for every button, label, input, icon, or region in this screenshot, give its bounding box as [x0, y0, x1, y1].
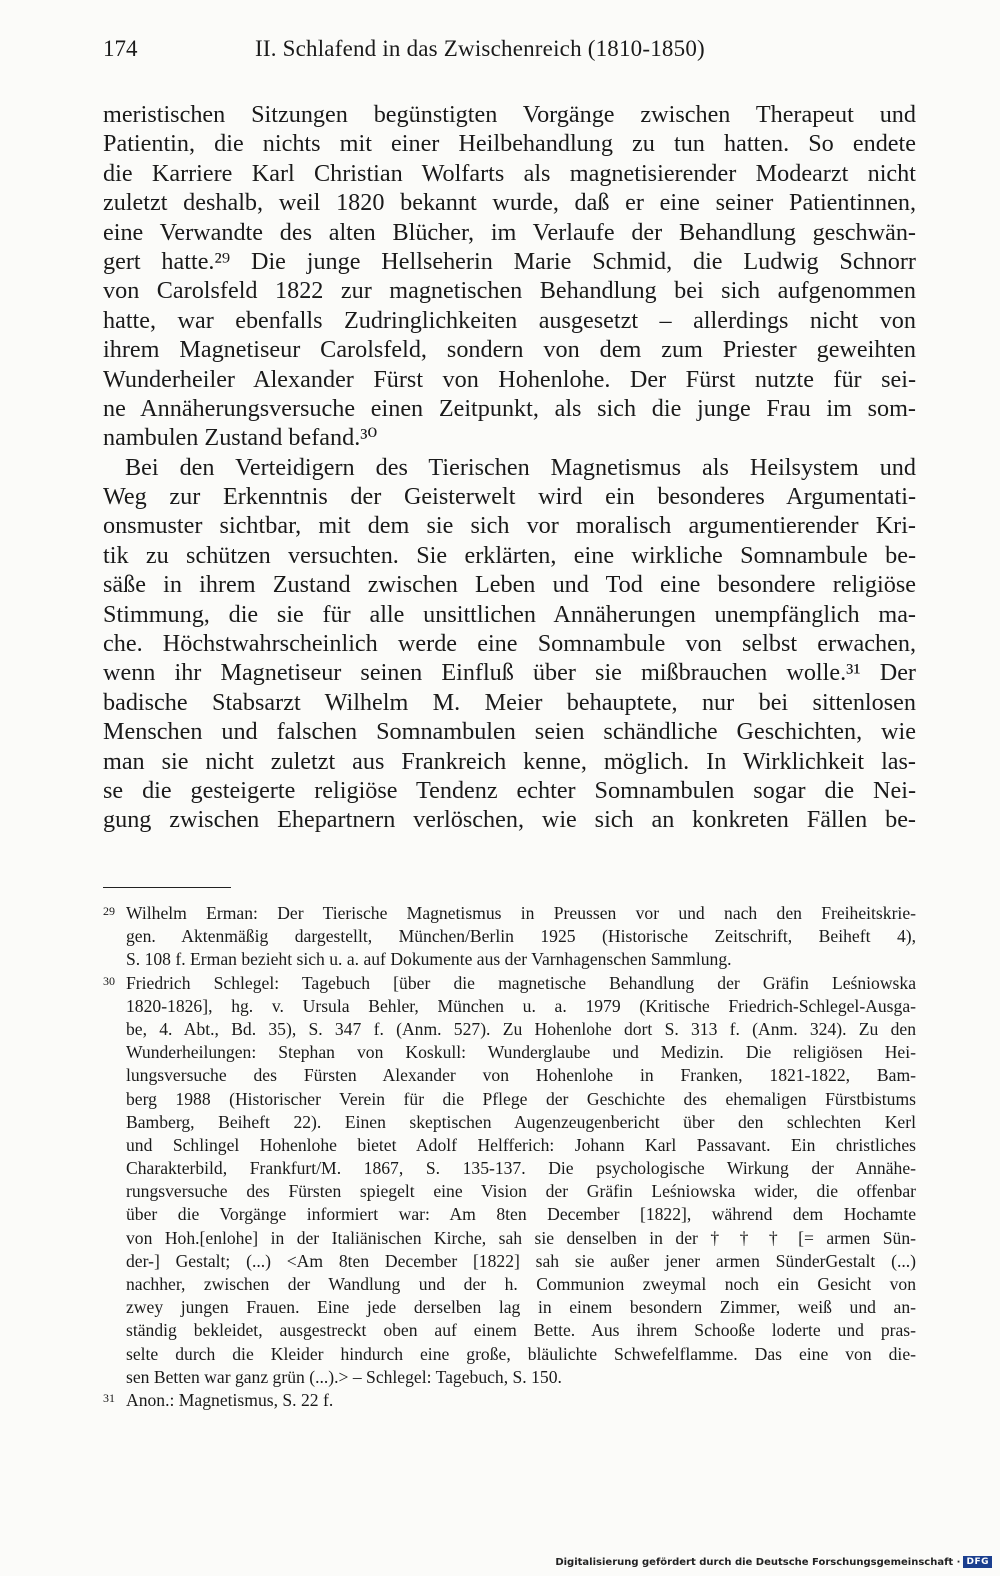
text-line: nambulen Zustand befand.³⁰ — [103, 424, 378, 452]
footnote-line — [103, 1180, 916, 1203]
digitization-credit — [555, 1556, 992, 1568]
footnote-line — [103, 1343, 916, 1366]
footnote-line — [103, 1296, 916, 1319]
text-line: man sie nicht zuletzt aus Frankreich kenne, möglich. In Wirklichkeit las- — [103, 747, 916, 775]
footnote-number: 31 — [103, 1390, 115, 1405]
text-line: hatte, war ebenfalls Zudringlichkeiten ausgesetzt – allerdings nicht von — [103, 306, 916, 334]
footnote-text: Anon.: Magnetismus, S. 22 f. — [126, 1389, 334, 1410]
footnote-line — [103, 1366, 916, 1389]
footnote-line — [103, 1111, 916, 1134]
text-line: Bei den Verteidigern des Tierischen Magnetismus als Heilsystem und — [125, 453, 916, 481]
footnote-text: nachher, zwischen der Wandlung und der h. Communion zweymal noch ein Gesicht von — [126, 1274, 916, 1294]
footnote-line — [103, 902, 916, 925]
text-line: che. Höchstwahrscheinlich werde eine Somnambule von selbst erwachen, — [103, 630, 916, 658]
text-line: die Karriere Karl Christian Wolfarts als magnetisierender Modearzt nicht — [103, 159, 916, 187]
body-text — [103, 100, 916, 835]
footnote-text: 1820-1826], hg. v. Ursula Behler, München u. a. 1979 (Kritische Friedrich-Schlegel-Ausga- — [126, 995, 916, 1016]
text-line: von Carolsfeld 1822 zur magnetischen Behandlung bei sich aufgenommen — [103, 277, 916, 305]
footnote-text: Friedrich Schlegel: Tagebuch [über die magnetische Behandlung der Gräfin Leśniowska — [126, 972, 916, 993]
dfg-logo: DFG — [963, 1556, 992, 1568]
footnotes — [103, 902, 916, 1412]
text-line: gung zwischen Ehepartnern verlöschen, wie sich an konkreten Fällen be- — [103, 806, 916, 834]
footnote-text: über die Vorgänge informiert war: Am 8ten December [1822], während dem Hochamte — [126, 1204, 916, 1225]
credit-text: Digitalisierung gefördert durch die Deutsche Forschungsgemeinschaft · — [555, 1556, 961, 1568]
footnote-line — [103, 1227, 916, 1250]
footnote-line — [103, 1018, 916, 1041]
text-line: onsmuster sichtbar, mit dem sie sich vor moralisch argumentierender Kri- — [103, 512, 916, 540]
text-line: gert hatte.²⁹ Die junge Hellseherin Marie Schmid, die Ludwig Schnorr — [103, 247, 916, 275]
footnote-line — [103, 1157, 916, 1180]
footnote-text: selte durch die Kleider hindurch eine große, bläulichte Schwefelflamme. Das eine von die- — [126, 1343, 916, 1364]
text-line: tik zu schützen versuchten. Sie erklärten, eine wirkliche Somnambule be- — [103, 541, 916, 569]
text-line: eine Verwandte des alten Blücher, im Verlaufe der Behandlung geschwän- — [103, 218, 916, 246]
footnote-line — [103, 972, 916, 995]
footnote-text: Charakterbild, Frankfurt/M. 1867, S. 135-137. Die psychologische Wirkung der Annähe- — [126, 1158, 916, 1179]
footnote-text: ständig bekleidet, ausgestreckt oben auf einem Bette. Aus ihrem Schooße loderte und pras- — [126, 1320, 916, 1341]
footnote-line — [103, 1041, 916, 1064]
text-line: badische Stabsarzt Wilhelm M. Meier behauptete, nur bei sittenlosen — [103, 688, 916, 716]
footnote-text: der-] Gestalt; (...) <Am 8ten December [1822] sah sie außer jener armen SünderGestalt (...) — [126, 1250, 916, 1271]
footnote-line — [103, 1319, 916, 1342]
text-line: ne Annäherungsversuche einen Zeitpunkt, als sich die junge Frau im som- — [103, 394, 916, 422]
footnote-separator — [103, 887, 231, 888]
footnote-line — [103, 1134, 916, 1157]
footnote-text: berg 1988 (Historischer Verein für die Pflege der Geschichte des ehemaligen Fürstbistums — [126, 1088, 916, 1109]
text-line: Patientin, die nichts mit einer Heilbehandlung zu tun hatten. So endete — [103, 130, 916, 158]
footnote-line — [103, 1064, 916, 1087]
footnote-line — [103, 1389, 916, 1412]
footnote-line — [103, 1250, 916, 1273]
footnote-number: 30 — [103, 973, 115, 988]
running-title: II. Schlafend in das Zwischenreich (1810-1850) — [255, 36, 705, 61]
footnote-text: S. 108 f. Erman bezieht sich u. a. auf Dokumente aus der Varnhagenschen Sammlung. — [126, 949, 732, 970]
footnote-text: zwey jungen Frauen. Eine jede derselben lag in einem besondern Zimmer, weiß und an- — [126, 1297, 916, 1318]
text-line: Stimmung, die sie für alle unsittlichen Annäherungen unempfänglich ma- — [103, 600, 916, 628]
footnote-line — [103, 1273, 916, 1296]
text-line: se die gesteigerte religiöse Tendenz echter Somnambulen sogar die Nei- — [103, 776, 916, 804]
footnote-text: lungsversuche des Fürsten Alexander von Hohenlohe in Franken, 1821-1822, Bam- — [126, 1065, 916, 1086]
text-line: Weg zur Erkenntnis der Geisterwelt wird ein besonderes Argumentati- — [103, 483, 916, 511]
footnote-line — [103, 925, 916, 948]
footnote-line — [103, 948, 916, 971]
footnote-number: 29 — [103, 904, 115, 918]
text-line: wenn ihr Magnetiseur seinen Einfluß über sie mißbrauchen wolle.³¹ Der — [103, 659, 916, 687]
footnote-line — [103, 995, 916, 1018]
footnote-text: Bamberg, Beiheft 22). Einen skeptischen Augenzeugenbericht über den schlechten Kerl — [126, 1111, 916, 1132]
text-line: ihrem Magnetiseur Carolsfeld, sondern von dem zum Priester geweihten — [103, 336, 916, 364]
footnote-line — [103, 1088, 916, 1111]
footnote-text: Wunderheilungen: Stephan von Koskull: Wunderglaube und Medizin. Die religiösen Hei- — [126, 1042, 916, 1063]
footnote-text: von Hoh.[enlohe] in der Italiänischen Kirche, sah sie denselben in der † † † [= armen Sün- — [126, 1227, 916, 1248]
footnote-text: rungsversuche des Fürsten spiegelt eine Vision der Gräfin Leśniowska wider, die offenbar — [126, 1181, 916, 1202]
text-line: zuletzt deshalb, weil 1820 bekannt wurde, daß er eine seiner Patientinnen, — [103, 189, 916, 217]
footnote-text: gen. Aktenmäßig dargestellt, München/Berlin 1925 (Historische Zeitschrift, Beiheft 4), — [126, 926, 916, 947]
page-number: 174 — [103, 36, 138, 61]
text-line: säße in ihrem Zustand zwischen Leben und Tod eine besondere religiöse — [103, 571, 916, 599]
footnote-line — [103, 1203, 916, 1226]
text-line: Wunderheiler Alexander Fürst von Hohenlohe. Der Fürst nutzte für sei- — [103, 365, 916, 393]
text-line: Menschen und falschen Somnambulen seien schändliche Geschichten, wie — [103, 718, 916, 746]
footnote-text: Wilhelm Erman: Der Tierische Magnetismus in Preussen vor und nach den Freiheitskrie- — [126, 903, 916, 923]
footnote-text: und Schlingel Hohenlohe bietet Adolf Helfferich: Johann Karl Passavant. Ein christliches — [126, 1134, 916, 1155]
footnote-text: be, 4. Abt., Bd. 35), S. 347 f. (Anm. 527). Zu Hohenlohe dort S. 313 f. (Anm. 324). Zu den — [126, 1018, 916, 1039]
footnote-text: sen Betten war ganz grün (...).> – Schlegel: Tagebuch, S. 150. — [126, 1366, 562, 1387]
text-line: meristischen Sitzungen begünstigten Vorgänge zwischen Therapeut und — [103, 101, 916, 128]
